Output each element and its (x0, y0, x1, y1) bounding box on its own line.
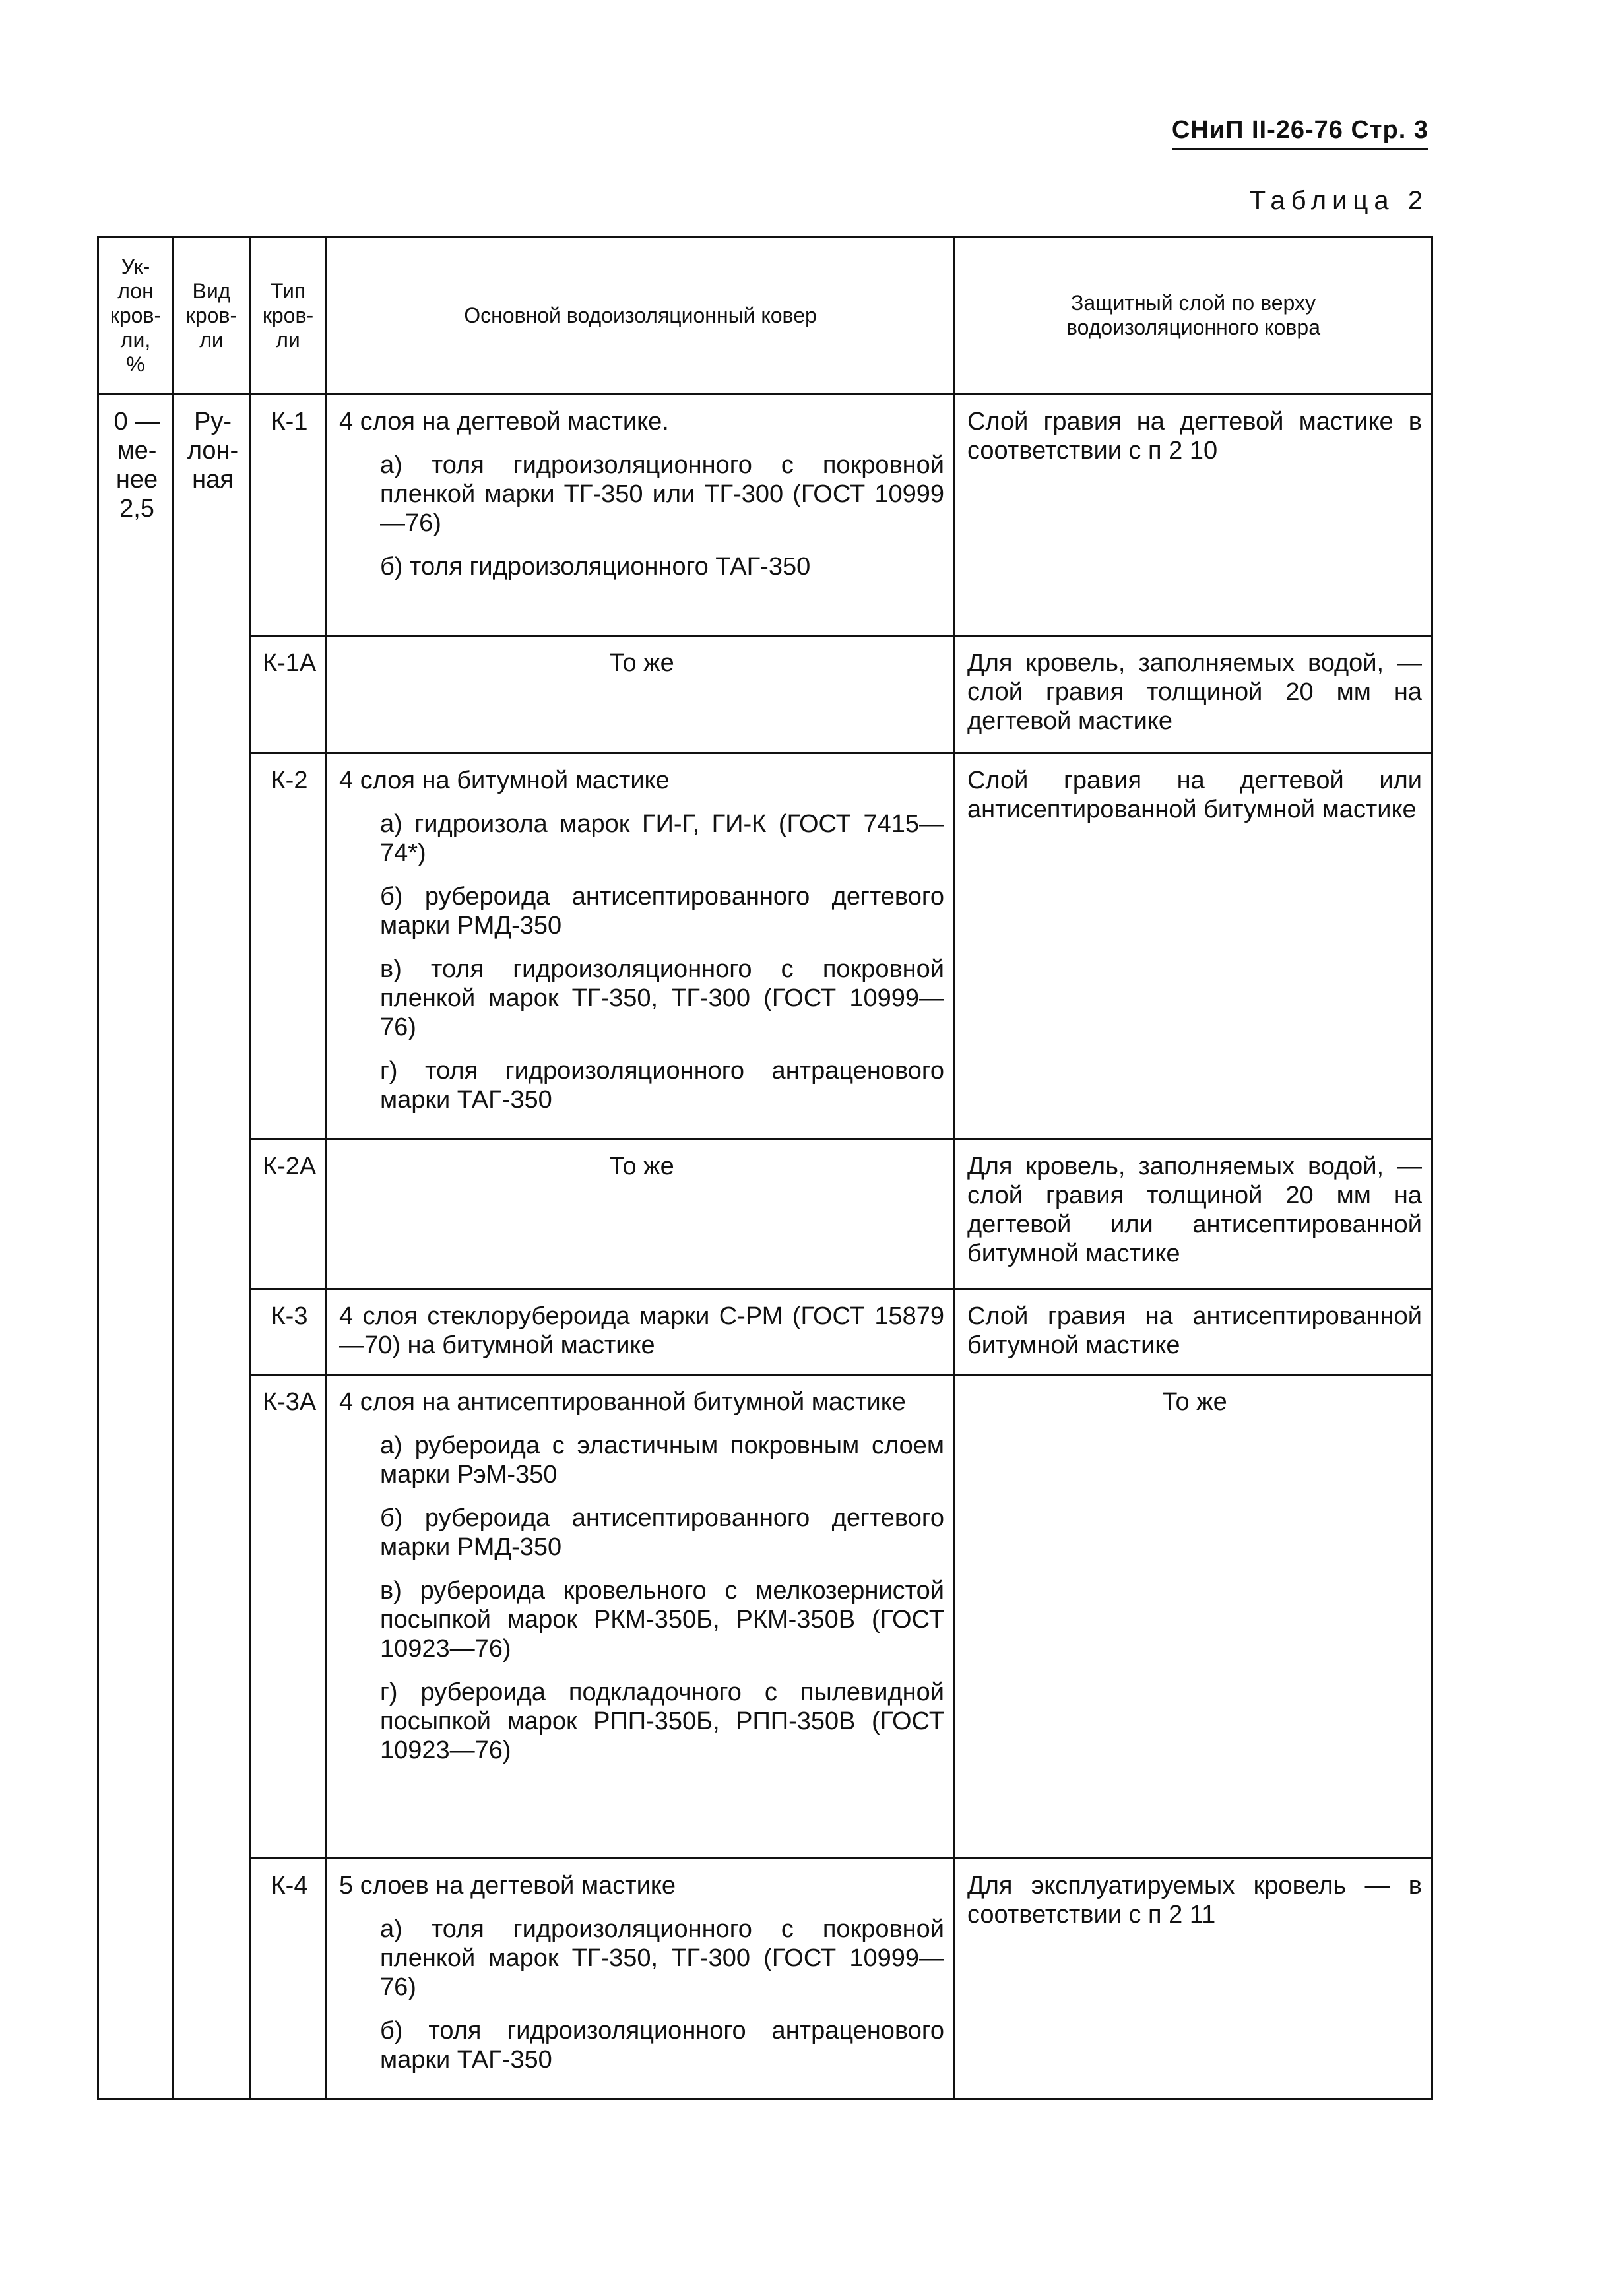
protect-cell: Слой гравия на антисептированной битумной мастике (955, 1289, 1432, 1375)
table-row (98, 1289, 1432, 1375)
protect-cell: Для кровель, заполняемых водой, — слой гравия толщиной 20 мм на дегтевой мастике (955, 636, 1432, 753)
col-header-type: Тип кров- ли (250, 237, 327, 395)
protect-cell: Слой гравия на дегтевой или антисептированной битумной мастике (955, 753, 1432, 1139)
main-cell: То же (327, 636, 955, 753)
main-cell (327, 753, 955, 1139)
table-row (98, 636, 1432, 753)
list-item: а) рубероида с эластичным покровным слоем марки РэМ-350 (380, 1432, 944, 1488)
main-cell: То же (327, 1139, 955, 1289)
list-item: а) гидроизола марок ГИ-Г, ГИ-К (ГОСТ 7415—74*) (380, 810, 944, 867)
slope-cell: 0 — ме- нее 2,5 (98, 395, 174, 2099)
table-row (98, 395, 1432, 636)
type-code: К-2А (250, 1139, 327, 1289)
col-header-slope: Ук- лон кров- ли, % (98, 237, 174, 395)
type-code: К-1А (250, 636, 327, 753)
roofing-table (97, 236, 1433, 2100)
type-code: К-3А (250, 1375, 327, 1859)
protect-cell: Для кровель, заполняемых водой, — слой гравия толщиной 20 мм на дегтевой или антисептированной битумной мастике (955, 1139, 1432, 1289)
type-code: К-2 (250, 753, 327, 1139)
main-cell (327, 395, 955, 636)
main-text: 4 слоя на битумной мастике (339, 767, 670, 794)
table-row (98, 1859, 1432, 2099)
col-header-protect: Защитный слой по верху водоизоляционного ковра (955, 237, 1432, 395)
main-cell: 4 слоя стеклорубероида марки С-РМ (ГОСТ 15879—70) на битумной мастике (327, 1289, 955, 1375)
col-header-kind: Вид кров- ли (174, 237, 250, 395)
type-code: К-4 (250, 1859, 327, 2099)
list-item: а) толя гидроизоляционного с покровной пленкой марок ТГ-350, ТГ-300 (ГОСТ 10999—76) (380, 1915, 944, 2001)
main-text: 4 слоя на антисептированной битумной мастике (339, 1388, 906, 1416)
list-item: в) толя гидроизоляционного с покровной пленкой марок ТГ-350, ТГ-300 (ГОСТ 10999—76) (380, 955, 944, 1041)
protect-cell: Слой гравия на дегтевой мастике в соответствии с п 2 10 (955, 395, 1432, 636)
list-item: г) рубероида подкладочного с пылевидной посыпкой марок РПП-350Б, РПП-350В (ГОСТ 10923—76) (380, 1678, 944, 1764)
list-item: б) толя гидроизоляционного ТАГ-350 (380, 553, 811, 581)
page-header: СНиП II-26-76 Стр. 3 (1172, 116, 1428, 150)
protect-cell: Для эксплуатируемых кровель — в соответствии с п 2 11 (955, 1859, 1432, 2099)
main-cell (327, 1859, 955, 2099)
main-cell (327, 1375, 955, 1859)
col-header-main: Основной водоизоляционный ковер (327, 237, 955, 395)
list-item: б) рубероида антисептированного дегтевого марки РМД-350 (380, 883, 944, 940)
type-code: К-3 (250, 1289, 327, 1375)
list-item: б) рубероида антисептированного дегтевого марки РМД-350 (380, 1504, 944, 1561)
type-code: К-1 (250, 395, 327, 636)
list-item: б) толя гидроизоляционного антраценового марки ТАГ-350 (380, 2017, 944, 2074)
table-row (98, 753, 1432, 1139)
table-row (98, 1375, 1432, 1859)
list-item: в) рубероида кровельного с мелкозернистой посыпкой марок РКМ-350Б, РКМ-350В (ГОСТ 10923—76) (380, 1577, 944, 1663)
protect-cell: То же (955, 1375, 1432, 1859)
list-item: а) толя гидроизоляционного с покровной пленкой марки ТГ-350 или ТГ-300 (ГОСТ 10999—76) (380, 451, 944, 537)
table-header-row (98, 237, 1432, 395)
main-text: 4 слоя на дегтевой мастике. (339, 408, 669, 435)
kind-cell: Ру- лон- ная (174, 395, 250, 2099)
main-text: 5 слоев на дегтевой мастике (339, 1872, 676, 1899)
table-caption: Таблица 2 (1249, 186, 1428, 215)
table-row (98, 1139, 1432, 1289)
list-item: г) толя гидроизоляционного антраценового марки ТАГ-350 (380, 1057, 944, 1114)
